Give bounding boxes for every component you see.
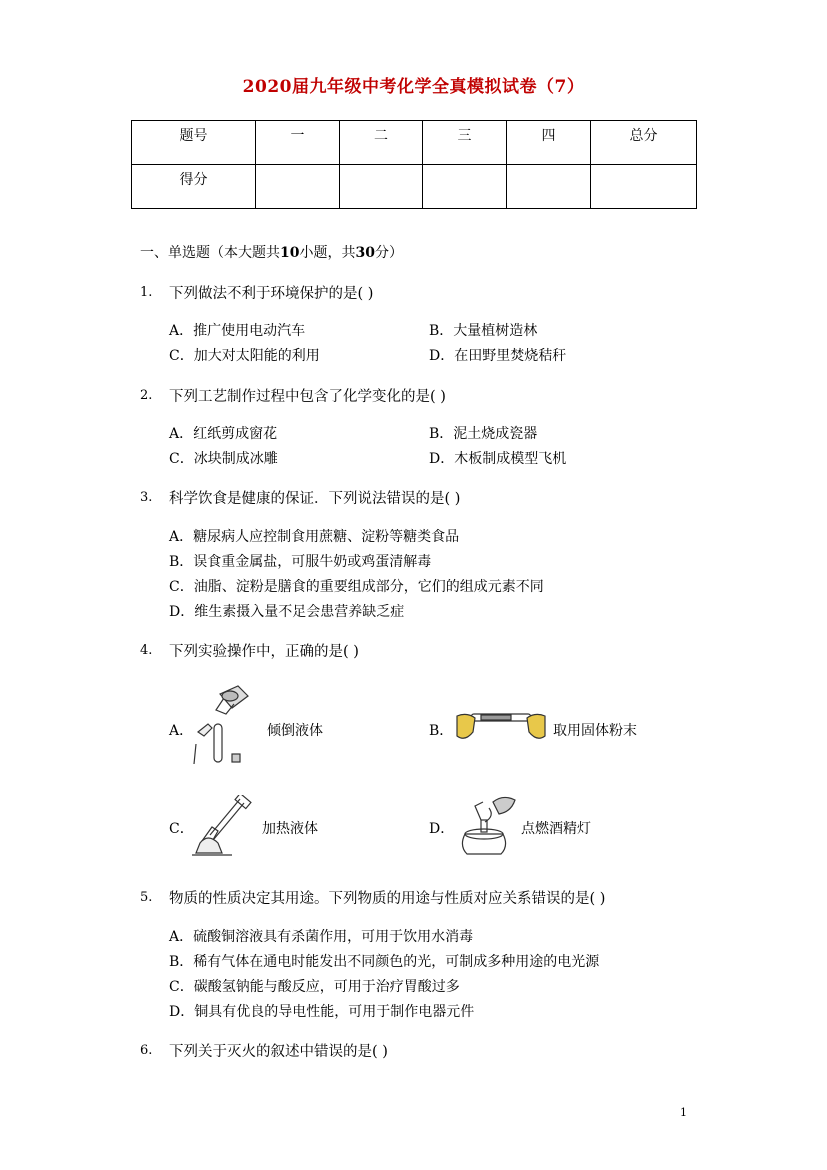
option-d: D．维生素摄入量不足会患营养缺乏症 bbox=[169, 604, 405, 620]
figure-caption: 取用固体粉末 bbox=[553, 723, 637, 739]
question-number: 4. bbox=[140, 643, 153, 658]
option-b: B．误食重金属盐，可服牛奶或鸡蛋清解毒 bbox=[169, 554, 432, 570]
table-cell bbox=[507, 165, 591, 209]
option-b: B．大量植树造林 bbox=[429, 323, 538, 339]
question-stem: 下列做法不利于环境保护的是( ) bbox=[169, 286, 374, 302]
option-c: C．油脂、淀粉是膳食的重要组成部分，它们的组成元素不同 bbox=[169, 579, 544, 595]
table-cell bbox=[256, 165, 340, 209]
option-a: A．推广使用电动汽车 bbox=[169, 323, 306, 339]
page-number: 1 bbox=[680, 1106, 687, 1119]
table-cell bbox=[423, 165, 507, 209]
option-b: B．稀有气体在通电时能发出不同颜色的光，可制成多种用途的电光源 bbox=[169, 954, 600, 970]
option-b: B． bbox=[429, 723, 454, 739]
score-table bbox=[131, 120, 697, 209]
page-title: 2020届九年级中考化学全真模拟试卷（7） bbox=[242, 77, 585, 97]
table-cell bbox=[591, 165, 697, 209]
question-number: 3. bbox=[140, 490, 153, 505]
table-cell: 二 bbox=[340, 121, 423, 165]
option-c: C． bbox=[169, 821, 194, 837]
question-stem: 物质的性质决定其用途。下列物质的用途与性质对应关系错误的是( ) bbox=[169, 891, 606, 907]
question-stem: 科学饮食是健康的保证．下列说法错误的是( ) bbox=[169, 491, 461, 507]
option-a: A．硫酸铜溶液具有杀菌作用，可用于饮用水消毒 bbox=[169, 929, 474, 945]
question-number: 2. bbox=[140, 388, 153, 403]
option-c: C．碳酸氢钠能与酸反应，可用于治疗胃酸过多 bbox=[169, 979, 460, 995]
question-stem: 下列实验操作中，正确的是( ) bbox=[169, 644, 359, 660]
section-heading: 一、单选题（本大题共10小题，共30分） bbox=[140, 245, 403, 261]
option-d: D． bbox=[429, 821, 455, 837]
question-number: 5. bbox=[140, 890, 153, 905]
table-cell: 三 bbox=[423, 121, 507, 165]
option-d: D．木板制成模型飞机 bbox=[429, 451, 567, 467]
option-b: B．泥土烧成瓷器 bbox=[429, 426, 538, 442]
figure-caption: 倾倒液体 bbox=[267, 723, 323, 739]
option-d: D．铜具有优良的导电性能，可用于制作电器元件 bbox=[169, 1004, 475, 1020]
lighting-lamp-figure bbox=[455, 794, 521, 862]
table-cell: 四 bbox=[507, 121, 591, 165]
option-a: A． bbox=[169, 723, 194, 739]
option-a: A．糖尿病人应控制食用蔗糖、淀粉等糖类食品 bbox=[169, 529, 460, 545]
heating-liquid-figure bbox=[192, 795, 258, 857]
pouring-liquid-figure bbox=[190, 684, 260, 770]
table-row bbox=[132, 121, 697, 165]
table-cell: 一 bbox=[256, 121, 340, 165]
question-number: 1. bbox=[140, 285, 153, 300]
powder-sampling-figure bbox=[453, 702, 549, 748]
option-a: A．红纸剪成窗花 bbox=[169, 426, 278, 442]
option-c: C．冰块制成冰雕 bbox=[169, 451, 278, 467]
figure-caption: 点燃酒精灯 bbox=[521, 821, 591, 837]
table-cell: 总分 bbox=[591, 121, 697, 165]
table-cell bbox=[340, 165, 423, 209]
table-row bbox=[132, 165, 697, 209]
option-d: D．在田野里焚烧秸秆 bbox=[429, 348, 567, 364]
figure-caption: 加热液体 bbox=[262, 821, 318, 837]
table-cell: 得分 bbox=[132, 165, 256, 209]
question-stem: 下列关于灭火的叙述中错误的是( ) bbox=[169, 1044, 388, 1060]
question-number: 6. bbox=[140, 1043, 153, 1058]
table-cell: 题号 bbox=[132, 121, 256, 165]
option-c: C．加大对太阳能的利用 bbox=[169, 348, 320, 364]
question-stem: 下列工艺制作过程中包含了化学变化的是( ) bbox=[169, 389, 446, 405]
